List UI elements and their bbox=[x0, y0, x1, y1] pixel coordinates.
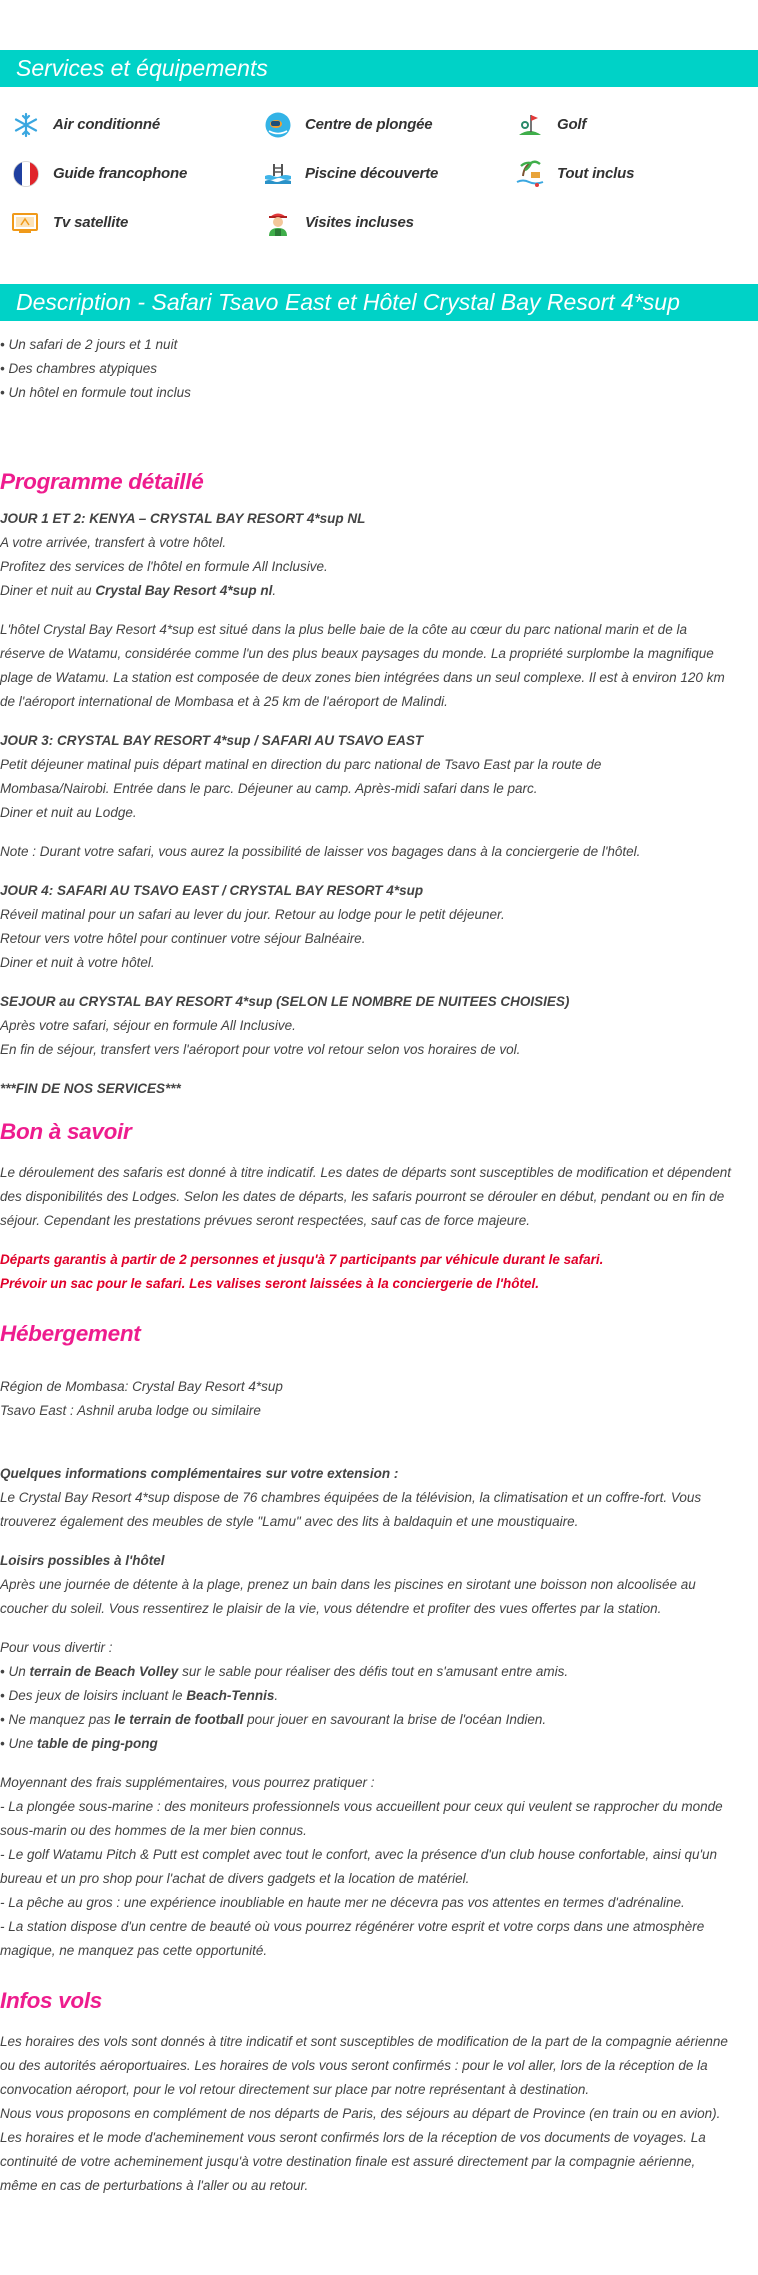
french-flag-icon bbox=[11, 160, 41, 187]
text: . bbox=[272, 583, 277, 598]
text-line: - La station dispose d'un centre de beauté où vous pourrez régénérer votre esprit et votre corps dans une atmosphère bbox=[0, 1919, 705, 1934]
highlight: table de ping-pong bbox=[37, 1736, 158, 1751]
text-line: réserve de Watamu, considérée comme l'un des plus beaux paysages du monde. La propriété surplombe la magnifique bbox=[0, 646, 714, 661]
service-golf bbox=[515, 111, 758, 138]
text-line: trouverez également des meubles de style "Lamu" avec des lits à baldaquin et une moustiquaire. bbox=[0, 1514, 579, 1529]
extension-info bbox=[0, 1462, 758, 1534]
day12-block bbox=[0, 507, 758, 603]
service-label: Piscine découverte bbox=[305, 164, 439, 182]
text-line: sous-marin ou des hommes de la mer bien connus. bbox=[0, 1823, 307, 1838]
text-line: magique, ne manquez pas cette opportunité. bbox=[0, 1943, 268, 1958]
service-piscine-decouverte bbox=[263, 160, 515, 187]
text-line: Moyennant des frais supplémentaires, vous pourrez pratiquer : bbox=[0, 1775, 375, 1790]
text-line: Le déroulement des safaris est donné à titre indicatif. Les dates de départs sont susceptibles de modification et dépendent bbox=[0, 1165, 731, 1180]
text-line: même en cas de perturbations à l'aller ou au retour. bbox=[0, 2178, 309, 2193]
text-line: coucher du soleil. Vous ressentirez le plaisir de la vie, vous détendre et profiter des vues offertes par la station. bbox=[0, 1601, 662, 1616]
divertir-block bbox=[0, 1636, 758, 1756]
text-line: - La pêche au gros : une expérience inoubliable en haute mer ne décevra pas vos attentes en termes d'adrénaline. bbox=[0, 1895, 685, 1910]
highlight: Beach-Tennis bbox=[186, 1688, 275, 1703]
text-line: Après une journée de détente à la plage, prenez un bain dans les piscines en sirotant une boisson non alcoolisée au bbox=[0, 1577, 696, 1592]
text-line: de l'aéroport international de Mombasa et à 25 km de l'aéroport de Malindi. bbox=[0, 694, 448, 709]
text-line: Le Crystal Bay Resort 4*sup dispose de 76 chambres équipées de la télévision, la climatisation et un coffre-fort. Vous bbox=[0, 1490, 702, 1505]
service-label: Tv satellite bbox=[53, 213, 129, 231]
sejour-block bbox=[0, 990, 758, 1062]
bon-a-savoir-title: Bon à savoir bbox=[0, 1119, 132, 1144]
highlight: le terrain de football bbox=[114, 1712, 244, 1727]
service-label: Air conditionné bbox=[53, 115, 160, 133]
text-line: plage de Watamu. La station est composée de deux zones bien intégrées dans un seul complexe. Il est à environ 120 km bbox=[0, 670, 725, 685]
end-of-services: ***FIN DE NOS SERVICES*** bbox=[0, 1081, 181, 1096]
infos-vols-title: Infos vols bbox=[0, 1988, 103, 2013]
services-grid bbox=[0, 87, 758, 236]
text-line: ou des autorités aéroportuaires. Les horaires de vols vous seront confirmés : pour le vol aller, lors de la réception de la bbox=[0, 2058, 708, 2073]
text-line: Diner et nuit à votre hôtel. bbox=[0, 955, 155, 970]
text-line: Après votre safari, séjour en formule All Inclusive. bbox=[0, 1018, 296, 1033]
list-item bbox=[0, 1732, 758, 1756]
text: pour jouer en savourant la brise de l'océan Indien. bbox=[243, 1712, 547, 1727]
text-line bbox=[0, 579, 758, 603]
service-visites-incluses bbox=[263, 209, 515, 236]
loisirs-block bbox=[0, 1549, 758, 1621]
service-label: Guide francophone bbox=[53, 164, 188, 182]
text-line: continuité de votre acheminement jusqu'à votre destination finale est assuré directement par la compagnie aérienne, bbox=[0, 2154, 696, 2169]
list-item bbox=[0, 1684, 758, 1708]
pool-icon bbox=[263, 160, 293, 187]
bon-a-savoir-text bbox=[0, 1161, 758, 1233]
accommodation-list bbox=[0, 1375, 758, 1423]
text-line: Diner et nuit au Lodge. bbox=[0, 805, 137, 820]
text: . bbox=[274, 1688, 279, 1703]
text: • Une bbox=[0, 1736, 37, 1751]
text-line: Retour vers votre hôtel pour continuer votre séjour Balnéaire. bbox=[0, 931, 366, 946]
text-line: Pour vous divertir : bbox=[0, 1640, 113, 1655]
warnings bbox=[0, 1248, 758, 1296]
text: Diner et nuit au bbox=[0, 583, 96, 598]
text-line: - Le golf Watamu Pitch & Putt est complet avec tout le confort, avec la présence d'un club house confortable, ainsi qu'un bbox=[0, 1847, 718, 1862]
service-label: Centre de plongée bbox=[305, 115, 433, 133]
service-label: Tout inclus bbox=[557, 164, 635, 182]
text-line: séjour. Cependant les prestations prévues seront respectées, sauf cas de force majeure. bbox=[0, 1213, 531, 1228]
day-title: JOUR 4: SAFARI AU TSAVO EAST / CRYSTAL BAY RESORT 4*sup bbox=[0, 883, 424, 898]
all-inclusive-icon bbox=[515, 160, 545, 187]
bon-a-savoir-section bbox=[0, 1117, 758, 1296]
day-title: JOUR 1 ET 2: KENYA – CRYSTAL BAY RESORT 4*sup NL bbox=[0, 511, 366, 526]
hebergement-title: Hébergement bbox=[0, 1321, 141, 1346]
description-header: Description - Safari Tsavo East et Hôtel Crystal Bay Resort 4*sup bbox=[0, 284, 758, 321]
text-line: Les horaires des vols sont donnés à titre indicatif et sont susceptibles de modification de la part de la compagnie aérienne bbox=[0, 2034, 728, 2049]
text-line: Mombasa/Nairobi. Entrée dans le parc. Déjeuner au camp. Après-midi safari dans le parc. bbox=[0, 781, 538, 796]
loisirs-title: Loisirs possibles à l'hôtel bbox=[0, 1553, 165, 1568]
infos-vols-section bbox=[0, 1986, 758, 2198]
text-line: L'hôtel Crystal Bay Resort 4*sup est situé dans la plus belle baie de la côte au cœur du parc national marin et de la bbox=[0, 622, 687, 637]
day-title: JOUR 3: CRYSTAL BAY RESORT 4*sup / SAFARI AU TSAVO EAST bbox=[0, 733, 424, 748]
service-guide-francophone bbox=[11, 160, 263, 187]
text-line: Nous vous proposons en complément de nos départs de Paris, des séjours au départ de Province (en train ou en avion). bbox=[0, 2106, 721, 2121]
text-line: des disponibilités des Lodges. Selon les dates de départs, les safaris pourront se dérouler en début, pendant ou en fin de bbox=[0, 1189, 725, 1204]
text: • Ne manquez pas bbox=[0, 1712, 115, 1727]
warning-line: Départs garantis à partir de 2 personnes et jusqu'à 7 participants par véhicule durant le safari. bbox=[0, 1252, 604, 1267]
service-air-conditionne bbox=[11, 111, 263, 138]
highlight: terrain de Beach Volley bbox=[29, 1664, 179, 1679]
service-label: Visites incluses bbox=[305, 213, 414, 231]
text-line: En fin de séjour, transfert vers l'aéroport pour votre vol retour selon vos horaires de vol. bbox=[0, 1042, 521, 1057]
text-line: bureau et un pro shop pour l'achat de divers gadgets et la location de matériel. bbox=[0, 1871, 470, 1886]
text-line: Les horaires et le mode d'acheminement vous seront confirmés lors de la réception de vos documents de voyages. La bbox=[0, 2130, 706, 2145]
text-line: - La plongée sous-marine : des moniteurs professionnels vous accueillent pour ceux qui veulent se rapprocher du monde bbox=[0, 1799, 723, 1814]
list-item bbox=[0, 1708, 758, 1732]
services-header: Services et équipements bbox=[0, 50, 758, 87]
supplements-block bbox=[0, 1771, 758, 1963]
text: sur le sable pour réaliser des défis tout en s'amusant entre amis. bbox=[178, 1664, 569, 1679]
programme-section bbox=[0, 467, 758, 1101]
tv-icon bbox=[11, 209, 41, 236]
day4-block bbox=[0, 879, 758, 975]
day-title: SEJOUR au CRYSTAL BAY RESORT 4*sup (SELON LE NOMBRE DE NUITEES CHOISIES) bbox=[0, 994, 570, 1009]
list-item: • Un safari de 2 jours et 1 nuit bbox=[0, 337, 178, 352]
infos-vols-text bbox=[0, 2030, 758, 2198]
note: Note : Durant votre safari, vous aurez la possibilité de laisser vos bagages dans à la conciergerie de l'hôtel. bbox=[0, 844, 641, 859]
hotel-name: Crystal Bay Resort 4*sup nl bbox=[95, 583, 273, 598]
text-line: Région de Mombasa: Crystal Bay Resort 4*sup bbox=[0, 1379, 283, 1394]
text-line: convocation aéroport, pour le vol retour directement sur place par notre représentant à destination. bbox=[0, 2082, 590, 2097]
description-bullets bbox=[0, 333, 758, 405]
service-tout-inclus bbox=[515, 160, 758, 187]
diving-icon bbox=[263, 111, 293, 138]
hotel-description bbox=[0, 618, 758, 714]
guide-icon bbox=[263, 209, 293, 236]
hebergement-section bbox=[0, 1319, 758, 1963]
text-line: Profitez des services de l'hôtel en formule All Inclusive. bbox=[0, 559, 328, 574]
text-line: Réveil matinal pour un safari au lever du jour. Retour au lodge pour le petit déjeuner. bbox=[0, 907, 505, 922]
list-item bbox=[0, 1660, 758, 1684]
warning-line: Prévoir un sac pour le safari. Les valises seront laissées à la conciergerie de l'hôtel. bbox=[0, 1276, 539, 1291]
service-tv-satellite bbox=[11, 209, 263, 236]
info-title: Quelques informations complémentaires sur votre extension : bbox=[0, 1466, 399, 1481]
text-line: Tsavo East : Ashnil aruba lodge ou similaire bbox=[0, 1403, 261, 1418]
service-label: Golf bbox=[557, 115, 587, 133]
text: • Des jeux de loisirs incluant le bbox=[0, 1688, 187, 1703]
programme-title: Programme détaillé bbox=[0, 469, 204, 494]
text: • Un bbox=[0, 1664, 30, 1679]
service-centre-de-plongee bbox=[263, 111, 515, 138]
text-line: Petit déjeuner matinal puis départ matinal en direction du parc national de Tsavo East par la route de bbox=[0, 757, 602, 772]
text-line: A votre arrivée, transfert à votre hôtel. bbox=[0, 535, 227, 550]
list-item: • Des chambres atypiques bbox=[0, 361, 158, 376]
day3-block bbox=[0, 729, 758, 825]
golf-icon bbox=[515, 111, 545, 138]
snowflake-icon bbox=[11, 111, 41, 138]
list-item: • Un hôtel en formule tout inclus bbox=[0, 385, 191, 400]
